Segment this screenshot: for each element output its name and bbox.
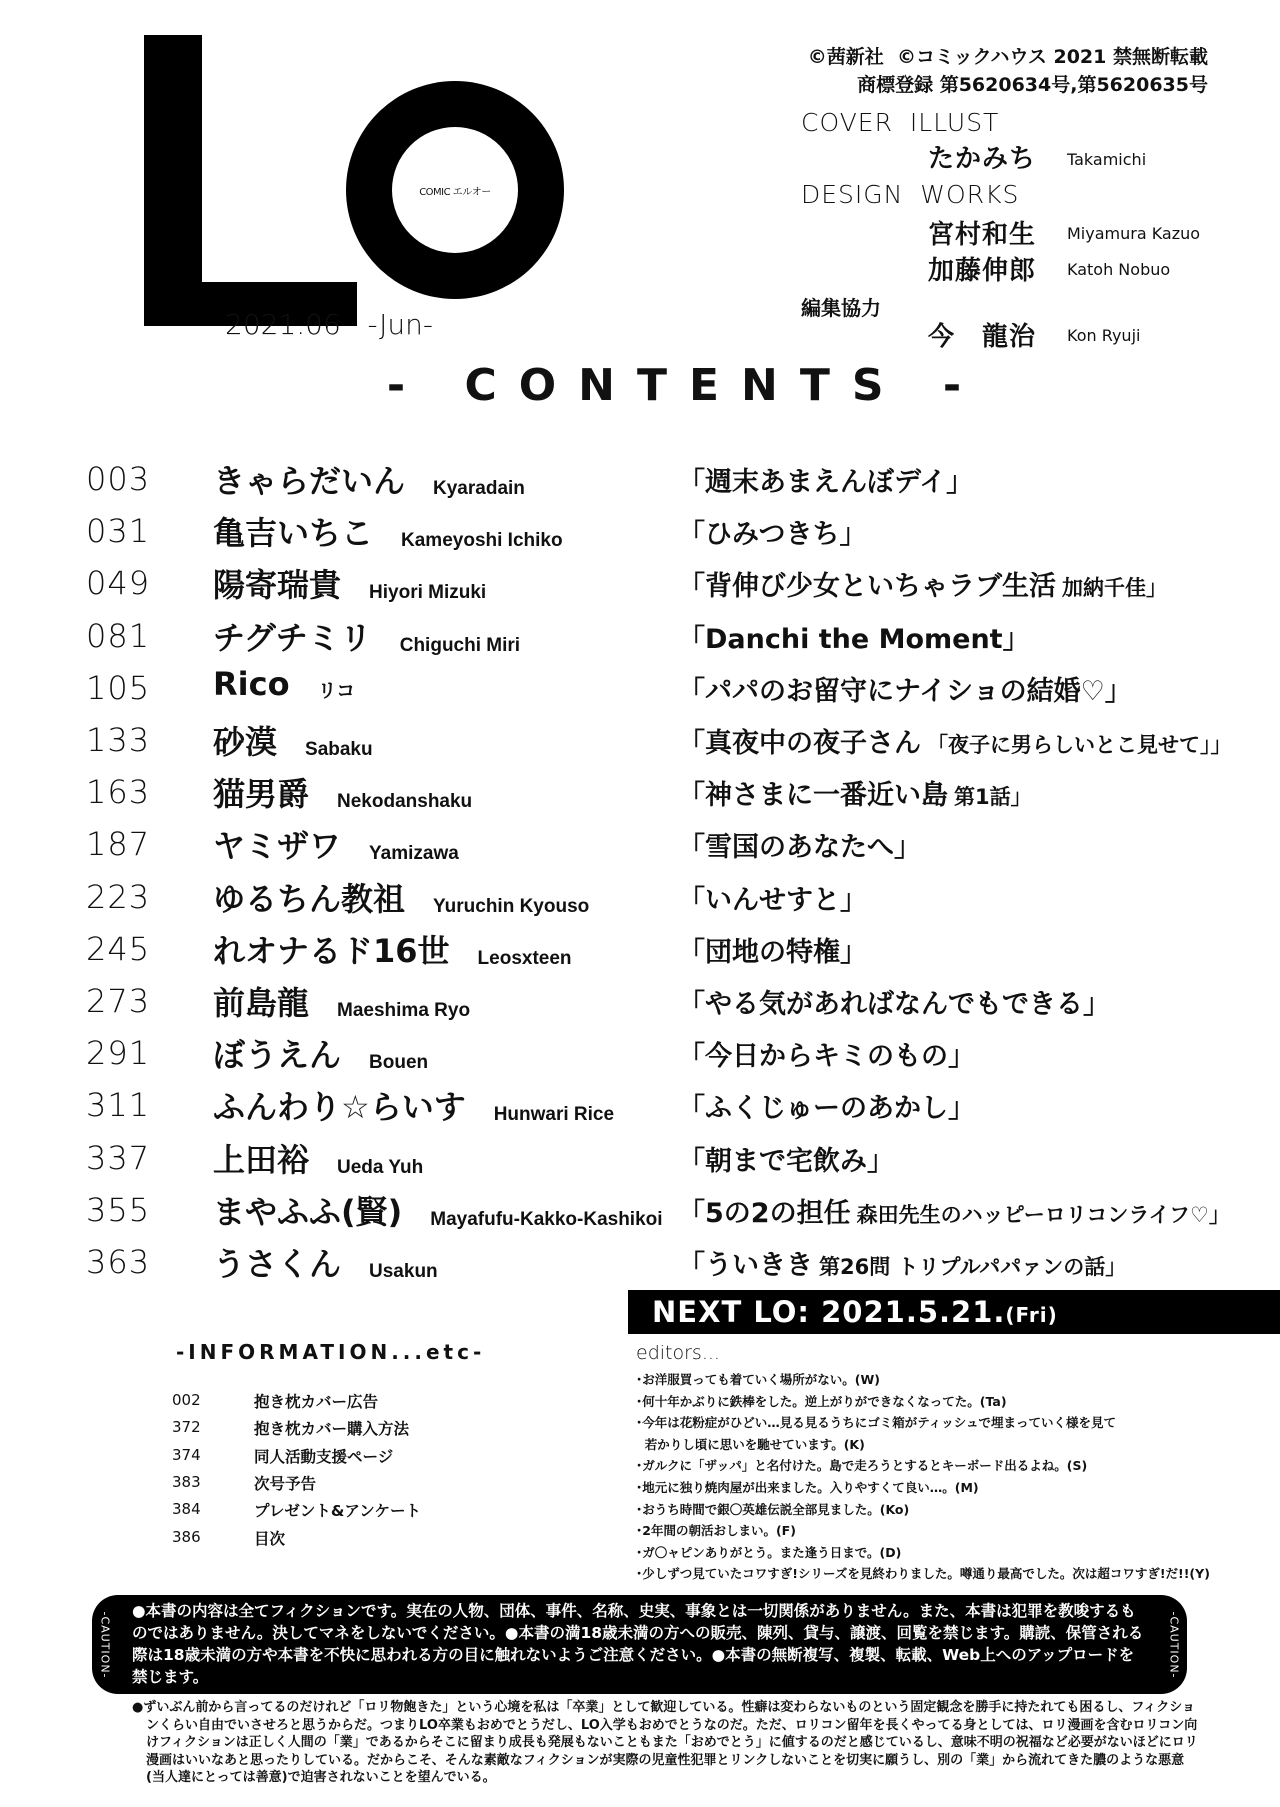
information-heading: -INFORMATION...etc- [176, 1340, 486, 1364]
work-title [678, 874, 867, 917]
author-name [213, 1135, 666, 1181]
bottom-notices [92, 1595, 1202, 1787]
author-name [213, 874, 666, 920]
work-title-main: 「朝まで宅飲み」 [678, 1145, 894, 1177]
author-name-jp: 亀吉いちこ [213, 514, 374, 553]
cover-artist: たかみち [928, 144, 1037, 174]
work-title-sub: 加納千佳」 [1062, 576, 1167, 601]
page-number: 273 [86, 982, 151, 1020]
author-name [213, 1239, 666, 1285]
page-number: 245 [86, 929, 151, 968]
author-name-jp: れオナるド16世 [213, 931, 450, 970]
designer-romaji: Miyamura Kazuo [1067, 224, 1201, 243]
editor-comment: ･少しずつ見ていたコワすぎ!シリーズを見終わりました。噂通り最高でした。次は超コワすぎ!だ!!(Y) [636, 1566, 1210, 1582]
author-name [213, 1030, 666, 1076]
work-title-sub: 第26問 トリプルパパァンの話」 [819, 1255, 1127, 1279]
work-title-main: 「雪国のあなたへ」 [678, 832, 921, 864]
work-title-main: 「団地の特権」 [678, 936, 867, 968]
caution-label-right: -CAUTION- [1167, 1610, 1181, 1679]
editor-comment: ･何十年かぶりに鉄棒をした。逆上がりができなくなってた。(Ta) [636, 1393, 1007, 1409]
work-title [678, 613, 1030, 656]
work-title-main: 「ひみつきち」 [678, 519, 867, 551]
caution-text: ●本書の内容は全てフィクションです。実在の人物、団体、事件、名称、史実、事象とは一切関係がありません。また、本書は犯罪を教唆するものではありません。決してマネをしないでください。●本書の満18歳未満の方への販売、陳列、貸与、譲渡、回覧を禁じます。購読、保管される際は18歳未満の方や本書を不快に思われる方の目に触れないようご注意ください。●本書の無断複写、複製、転載、Web上へのアップロードを禁じます。 [132, 1602, 1144, 1686]
table-row [0, 926, 1280, 978]
work-title-main: 「神さまに一番近い島 [678, 780, 948, 812]
copyright-line: ©茜新社 ©コミックハウス 2021 禁無断転載 [807, 46, 1208, 68]
info-page: 374 [172, 1445, 201, 1464]
designer-romaji: Katoh Nobuo [1067, 260, 1171, 279]
work-title-sub: 森田先生のハッピーロリコンライフ♡」 [856, 1202, 1230, 1227]
work-title [678, 456, 973, 499]
page-number: 049 [86, 564, 151, 603]
editors-heading: editors... [636, 1342, 720, 1364]
work-title-sub: 第1話」 [954, 785, 1032, 810]
work-title-main: 「週末あまえんぼデイ」 [678, 467, 974, 498]
page-number: 081 [86, 616, 151, 655]
work-title [678, 665, 1132, 708]
table-row [0, 769, 1280, 821]
author-name-jp: 前島龍 [213, 984, 310, 1022]
author-name-jp: チグチミリ [213, 618, 372, 657]
work-title-main: 「背伸び少女といちゃラブ生活 [678, 571, 1056, 603]
contents-title: - CONTENTS - [386, 360, 984, 411]
page-number: 291 [86, 1034, 151, 1073]
page-number: 031 [86, 512, 151, 551]
work-title-main: 「Danchi the Moment」 [678, 623, 1030, 655]
table-row [0, 1135, 1280, 1187]
editor-comment: ･ガルクに「ザッパ」と名付けた。島で走ろうとするとキーボード出るよね。(S) [636, 1458, 1088, 1474]
page-number: 105 [86, 668, 151, 707]
info-page: 384 [172, 1500, 201, 1519]
author-name-romaji: Leosxteen [477, 947, 572, 969]
table-row [0, 1030, 1280, 1082]
logo-subtitle: COMIC エルオー [392, 127, 518, 253]
author-name-romaji: Yamizawa [369, 843, 459, 865]
page-number: 363 [86, 1243, 151, 1281]
author-name-jp: きゃらだいん [213, 462, 406, 500]
author-name-romaji: Bouen [369, 1052, 429, 1074]
info-label: 次号予告 [254, 1474, 317, 1493]
page-number: 223 [86, 877, 151, 916]
info-page: 386 [172, 1527, 201, 1546]
info-label: 目次 [254, 1529, 286, 1548]
cover-illust-label: COVER ILLUST [801, 108, 1000, 137]
issue-date: 2021.06 -Jun- [225, 308, 434, 341]
author-name-romaji: Hunwari Rice [493, 1104, 615, 1126]
author-name-romaji: Yuruchin Kyouso [433, 895, 590, 917]
author-name-jp: ふんわり☆らいす [213, 1088, 466, 1127]
work-title [678, 821, 921, 864]
table-row [0, 874, 1280, 926]
work-title [678, 978, 1110, 1021]
designer: 宮村和生 [928, 220, 1037, 250]
page-number: 133 [86, 721, 151, 759]
editor-comment: ･地元に独り焼肉屋が出来ました。入りやすくて良い…。(M) [636, 1480, 979, 1495]
editor-comment: ･お洋服買っても着ていく場所がない。(W) [636, 1372, 880, 1387]
author-name [213, 717, 666, 763]
work-title-main: 「いんせすと」 [678, 884, 867, 916]
editor-comment: ･ガ〇ャピンありがとう。また逢う日まで。(D) [636, 1544, 902, 1560]
work-title-main: 「今日からキミのもの」 [678, 1041, 975, 1073]
author-name-romaji: リコ [317, 680, 356, 702]
author-name-jp: Rico [213, 664, 290, 703]
work-title [678, 769, 1032, 812]
work-title [678, 1030, 975, 1073]
info-page: 372 [172, 1418, 201, 1437]
table-row [0, 1082, 1280, 1134]
page-number: 337 [86, 1138, 151, 1177]
editorial-note: ●ずいぶん前から言ってるのだけれど「ロリ物飽きた」という心境を私は「卒業」として歓迎している。性癖は変わらないものという固定観念を勝手に持たれても困るし、フィクションくらい自由でいさせろと思うからだ。つまりLO卒業もおめでとうだし、LO入学もおめでとうなのだ。ただ、ロリコン留年を長くやってる身としては、ロリ漫画を含むロリコン向けフィクションは正しく人間の「業」であるからそこに留まり成長も発展もないこともまた「おめでとう」に値するのだと感じているし、意味不明の祝福など必要がないほどにロリ漫画はいいなあと思ったりしている。だからこそ、そんな素敵なフィクションが実際の児童性犯罪とリンクしないことを切実に願うし、別の「業」から流れてきた膿のような悪意(当人達にとっては善意)で迫害されないことを望んでいる。 [132, 1700, 1198, 1785]
author-name [213, 508, 666, 554]
table-row [0, 821, 1280, 873]
author-name-jp: 猫男爵 [213, 775, 310, 814]
work-title [678, 1135, 894, 1178]
author-name [213, 456, 666, 502]
author-name [213, 560, 666, 606]
author-name-romaji: Maeshima Ryo [337, 1000, 471, 1021]
cover-artist-romaji: Takamichi [1067, 150, 1147, 169]
work-title-main: 「ふくじゅーのあかし」 [678, 1093, 975, 1125]
table-row [0, 1239, 1280, 1291]
info-label: プレゼント&アンケート [254, 1502, 421, 1521]
author-name-romaji: Kyaradain [433, 478, 525, 499]
page-number: 355 [86, 1190, 151, 1229]
table-row [0, 613, 1280, 665]
work-title [678, 1082, 975, 1125]
author-name-jp: ゆるちん教祖 [213, 879, 406, 918]
edit-cooperation-label: 編集協力 [801, 296, 881, 320]
author-name-romaji: Kameyoshi Ichiko [401, 530, 563, 552]
caution-label-left: -CAUTION- [98, 1610, 112, 1679]
designer: 加藤伸郎 [928, 256, 1037, 286]
editor-comment: ･2年間の朝活おしまい。(F) [636, 1523, 796, 1539]
table-row [0, 560, 1280, 612]
author-name-romaji: Usakun [369, 1261, 438, 1282]
author-name-romaji: Mayafufu-Kakko-Kashikoi [430, 1208, 663, 1230]
author-name-jp: うさくん [213, 1245, 342, 1283]
table-row [0, 508, 1280, 560]
author-name [213, 613, 666, 659]
work-title [678, 1239, 1126, 1282]
author-name [213, 926, 666, 972]
author-name-jp: ヤミザワ [213, 827, 342, 866]
page-number: 187 [86, 825, 151, 864]
work-title-main: 「ういきき [678, 1250, 813, 1281]
page-number: 003 [86, 460, 151, 498]
table-row [0, 717, 1280, 769]
table-row [0, 665, 1280, 717]
edit-cooperator-romaji: Kon Ryuji [1067, 326, 1141, 345]
caution-box [92, 1595, 1187, 1694]
author-name-romaji: Sabaku [305, 739, 373, 760]
table-row [0, 1187, 1280, 1239]
info-page: 383 [172, 1472, 201, 1491]
table-row [0, 456, 1280, 508]
work-title-main: 「やる気があればなんでもできる」 [678, 989, 1110, 1020]
next-issue-day: (Fri) [1005, 1303, 1058, 1327]
work-title [678, 717, 1232, 760]
next-issue-banner [628, 1290, 1280, 1334]
page-number: 311 [86, 1086, 151, 1125]
work-title-main: 「パパのお留守にナイショの結婚♡」 [678, 675, 1132, 707]
work-title-main: 「5の2の担任 [678, 1197, 851, 1229]
info-page: 002 [172, 1391, 201, 1409]
author-name [213, 978, 666, 1024]
table-row [0, 978, 1280, 1030]
work-title-main: 「真夜中の夜子さん [678, 728, 921, 759]
author-name-jp: まやふふ(賢) [213, 1192, 403, 1231]
work-title-sub: 「夜子に男らしいとこ見せて」」 [927, 733, 1232, 757]
author-name-jp: 上田裕 [213, 1140, 310, 1179]
author-name-jp: 砂漠 [213, 723, 278, 761]
author-name [213, 665, 666, 703]
work-title [678, 508, 866, 551]
work-title [678, 926, 867, 969]
next-issue-date: NEXT LO: 2021.5.21. [652, 1295, 1006, 1329]
info-label: 同人活動支援ページ [254, 1447, 394, 1466]
author-name-romaji: Hiyori Mizuki [369, 582, 487, 604]
edit-cooperator: 今 龍治 [928, 322, 1037, 352]
info-label: 抱き枕カバー広告 [254, 1393, 379, 1411]
author-name-jp: ぼうえん [213, 1036, 342, 1075]
editor-comment: ･今年は花粉症がひどい…見る見るうちにゴミ箱がティッシュで埋まっていく様を見て [636, 1415, 1117, 1431]
page-number: 163 [86, 773, 151, 812]
author-name [213, 1187, 666, 1233]
trademark-line: 商標登録 第5620634号,第5620635号 [857, 74, 1208, 96]
work-title [678, 1187, 1230, 1230]
info-label: 抱き枕カバー購入方法 [254, 1420, 410, 1439]
design-works-label: DESIGN WORKS [801, 180, 1020, 209]
author-name-romaji: Ueda Yuh [337, 1156, 424, 1178]
author-name [213, 821, 666, 867]
author-name-jp: 陽寄瑞貴 [213, 566, 342, 605]
author-name [213, 769, 666, 815]
author-name [213, 1082, 666, 1128]
work-title [678, 560, 1167, 603]
author-name-romaji: Nekodanshaku [337, 791, 473, 813]
editor-comment: 若かりし頃に思いを馳せています。(K) [636, 1436, 865, 1452]
editor-comment: ･おうち時間で銀〇英雄伝説全部見ました。(Ko) [636, 1501, 910, 1517]
author-name-romaji: Chiguchi Miri [399, 634, 521, 656]
